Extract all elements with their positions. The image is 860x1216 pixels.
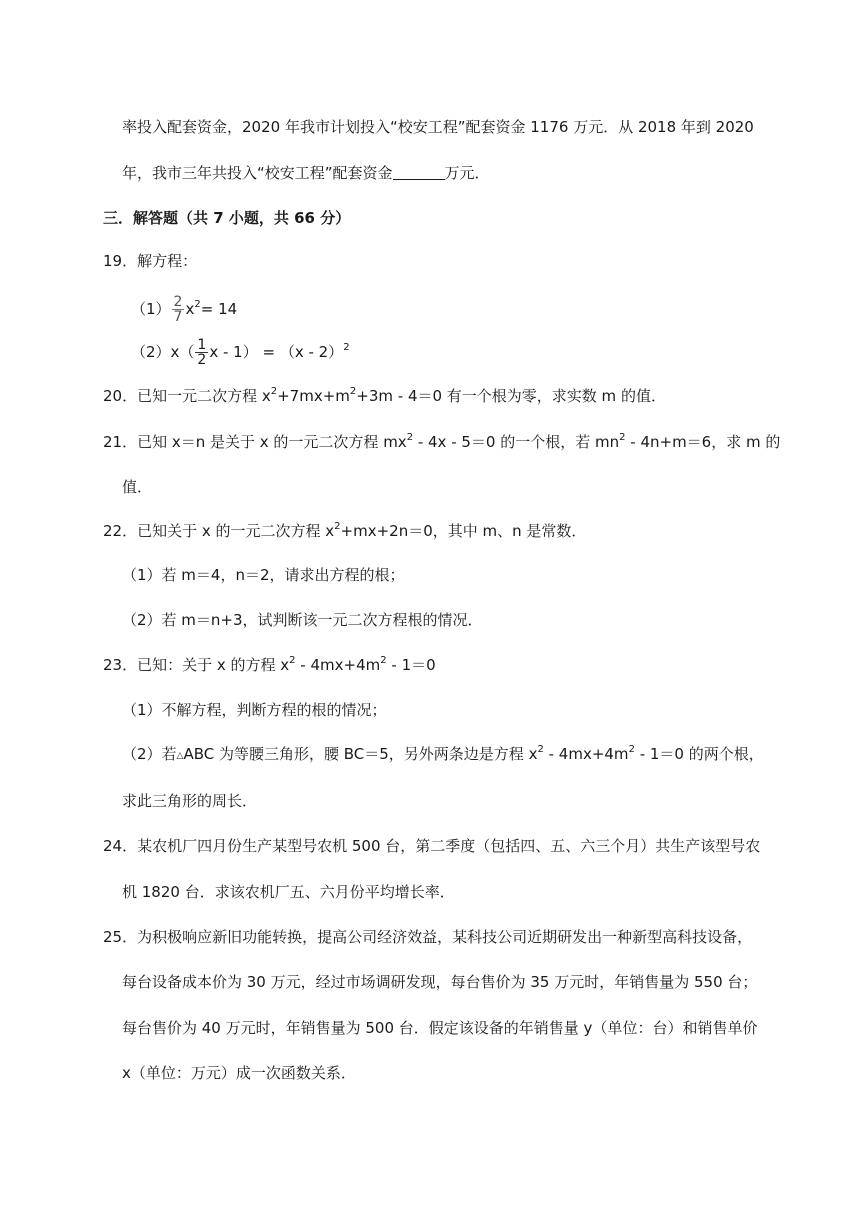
fraction-one-half <box>195 338 208 367</box>
q23-part2-text-b: ABC 为等腰三角形，腰 BC＝5，另外两条边是方程 x <box>183 745 538 763</box>
exponent: 2 <box>406 432 414 443</box>
q23-part2-text-d: - 1＝0 的两个根， <box>634 745 764 763</box>
q20-text-b: +7mx+m <box>277 387 350 405</box>
exponent: 2 <box>380 655 387 666</box>
q22-part2: （2）若 m＝n+3，试判断该一元二次方程根的情况． <box>122 611 483 629</box>
q23-part2-text-a: （2）若 <box>122 745 177 763</box>
fraction-two-sevenths <box>172 295 185 324</box>
q21-text-a: 21．已知 x＝n 是关于 x 的一元二次方程 mx <box>103 433 407 451</box>
q25-line1: 25．为积极响应新旧功能转换，提高公司经济效益，某科技公司近期研发出一种新型高科技设备， <box>103 928 753 946</box>
exponent: 2 <box>289 655 296 666</box>
q22-part1: （1）若 m＝4，n＝2，请求出方程的根； <box>122 566 405 584</box>
q19-part1-label: （1） <box>131 300 171 318</box>
q19-part1 <box>131 294 237 324</box>
fraction-numerator: 2 <box>173 294 183 310</box>
section-title: 三．解答题（共 7 小题，共 66 分） <box>103 209 351 227</box>
variable-x: x <box>185 300 195 318</box>
q20-text-a: 20．已知一元二次方程 x <box>103 387 271 405</box>
exponent: 2 <box>349 386 357 397</box>
q23-text-b: - 4mx+4m <box>295 656 381 674</box>
q20-text-c: +3m - 4＝0 有一个根为零，求实数 m 的值． <box>356 387 666 405</box>
exponent: 2 <box>334 521 341 532</box>
exponent: 2 <box>343 342 350 353</box>
q23-text-c: - 1＝0 <box>386 656 436 674</box>
answer-blank <box>393 165 445 180</box>
q18-text-before-blank: 年，我市三年共投入“校安工程”配套资金 <box>122 164 393 182</box>
q20-stem <box>103 386 666 406</box>
exponent: 2 <box>619 432 626 443</box>
q25-line4: x（单位：万元）成一次函数关系． <box>122 1064 356 1082</box>
q23-text-a: 23．已知：关于 x 的方程 x <box>103 656 290 674</box>
q18-text-after-blank: 万元． <box>444 164 490 182</box>
q22-text-a: 22．已知关于 x 的一元二次方程 x <box>103 522 335 540</box>
q21-text-c: - 4n+m＝6，求 m 的 <box>625 433 781 451</box>
q24-line1: 24．某农机厂四月份生产某型号农机 500 台，第二季度（包括四、五、六三个月）共生产该型号农 <box>103 837 761 855</box>
q19-part2-rest: x - 1） = （x - 2） <box>209 343 344 361</box>
q25-line3: 每台售价为 40 万元时，年销售量为 500 台．假定该设备的年销售量 y（单位：台）和销售单价 <box>122 1019 758 1037</box>
q21-stem-line2: 值． <box>122 478 153 496</box>
q22-stem <box>103 521 586 541</box>
q19-part2 <box>131 337 350 367</box>
q18-continuation-line2 <box>122 163 490 183</box>
q19-stem: 19．解方程： <box>103 252 198 270</box>
q18-continuation-line1: 率投入配套资金，2020 年我市计划投入“校安工程”配套资金 1176 万元．从 2018 年到 2020 <box>122 118 754 136</box>
q23-part2-line2: 求此三角形的周长． <box>122 792 258 810</box>
q23-part1: （1）不解方程，判断方程的根的情况； <box>122 701 387 719</box>
q24-line2: 机 1820 台．求该农机厂五、六月份平均增长率． <box>122 883 455 901</box>
q22-text-b: +mx+2n＝0，其中 m、n 是常数． <box>340 522 587 540</box>
triangle-symbol: △ <box>176 751 184 761</box>
q19-part1-rhs: = 14 <box>200 300 238 318</box>
exponent: 2 <box>194 299 201 310</box>
q23-stem <box>103 655 436 675</box>
fraction-denominator: 7 <box>173 309 183 325</box>
fraction-denominator: 2 <box>197 352 207 368</box>
q23-part2 <box>122 744 764 766</box>
q23-part2-text-c: - 4mx+4m <box>543 745 629 763</box>
exponent: 2 <box>537 744 544 755</box>
exponent: 2 <box>628 744 635 755</box>
fraction-numerator: 1 <box>197 337 207 353</box>
q21-text-b: - 4x - 5＝0 的一个根，若 mn <box>413 433 620 451</box>
q21-stem <box>103 432 780 452</box>
q19-part2-label: （2）x（ <box>131 343 195 361</box>
q25-line2: 每台设备成本价为 30 万元，经过市场调研发现，每台售价为 35 万元时，年销售量为 550 台； <box>122 973 758 991</box>
exponent: 2 <box>270 386 278 397</box>
